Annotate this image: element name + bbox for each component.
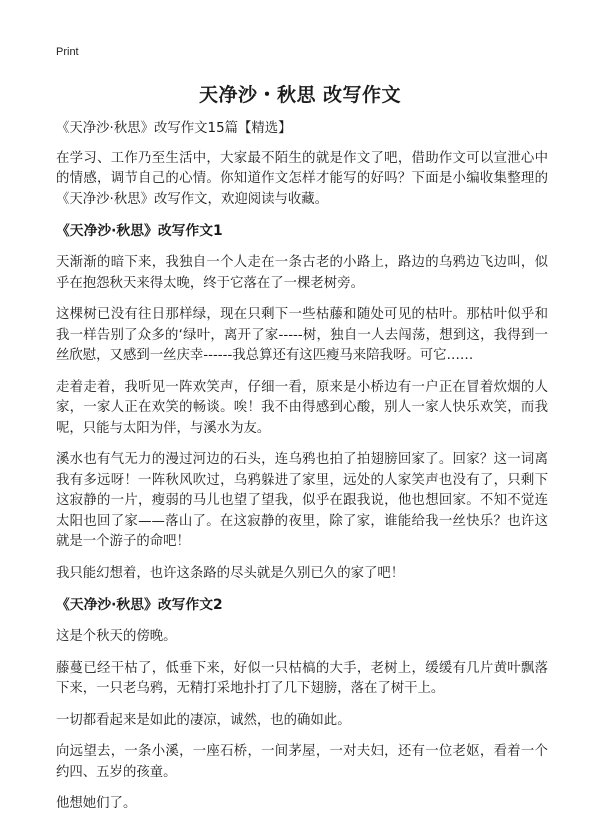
essay-2-heading: 《天净沙·秋思》改写作文2 — [56, 597, 223, 613]
essay-2-paragraph: 藤蔓已经干枯了，低垂下来，好似一只枯槁的大手，老树上，缓缓有几片黄叶飘落下来，一只老乌鸦，无精打采地扑打了几下翅膀，落在了树干上。 — [56, 660, 548, 696]
essay-1-paragraph: 我只能幻想着，也许这条路的尽头就是久别已久的家了吧！ — [56, 565, 405, 581]
article-subtitle: 《天净沙·秋思》改写作文15篇【精选】 — [56, 121, 292, 136]
essay-1-paragraph: 走着走着，我听见一阵欢笑声，仔细一看，原来是小桥边有一户正在冒着炊烟的人家，一家人正在欢笑的畅谈。唉！我不由得感到心酸，别人一家人快乐欢笑，而我呢，只能与太阳为伴，与溪水为友。 — [56, 379, 548, 436]
essay-1-paragraph: 天渐渐的暗下来，我独自一个人走在一条古老的小路上，路边的乌鸦边飞边叫，似乎在抱怨秋天来得太晚，终于它落在了一棵老树旁。 — [56, 255, 548, 291]
essay-2-paragraph: 一切都看起来是如此的凄凉，诚然，也的确如此。 — [56, 712, 351, 728]
print-link[interactable]: Print — [56, 46, 79, 58]
essay-1-paragraph: 这棵树已没有往日那样绿，现在只剩下一些枯藤和随处可见的枯叶。那枯叶似乎和我一样告别了众多的‘绿叶，离开了家-----树，独自一人去闯荡，想到这，我得到一丝欣慰，又感到一丝庆幸------我总算还有这匹瘦马来陪我呀。可它…… — [56, 307, 548, 363]
essay-1-paragraph: 溪水也有气无力的漫过河边的石头，连乌鸦也拍了拍翅膀回家了。回家？这一词离我有多远呀！一阵秋风吹过，乌鸦躲进了家里，远处的人家笑声也没有了，只剩下这寂静的一片，瘦弱的马儿也望了望我，似乎在跟我说，他也想回家。不知不觉连太阳也回了家——落山了。在这寂静的夜里，除了家，谁能给我一丝快乐？也许这就是一个游子的命吧！ — [56, 452, 548, 549]
essay-2-paragraph: 这是个秋天的傍晚。 — [56, 629, 177, 644]
intro-paragraph: 在学习、工作乃至生活中，大家最不陌生的就是作文了吧，借助作文可以宣泄心中的情感，调节自己的心情。你知道作文怎样才能写的好吗？下面是小编收集整理的《天净沙·秋思》改写作文，欢迎阅读与收藏。 — [56, 150, 548, 207]
article-body — [56, 119, 548, 826]
essay-2-paragraph: 向远望去，一条小溪，一座石桥，一间茅屋，一对夫妇，还有一位老妪，看着一个约四、五岁的孩童。 — [56, 744, 548, 780]
page-title: 天净沙・秋思 改写作文 — [198, 84, 402, 106]
essay-2-paragraph: 他想她们了。 — [56, 796, 137, 811]
essay-1-heading: 《天净沙·秋思》改写作文1 — [56, 223, 223, 239]
